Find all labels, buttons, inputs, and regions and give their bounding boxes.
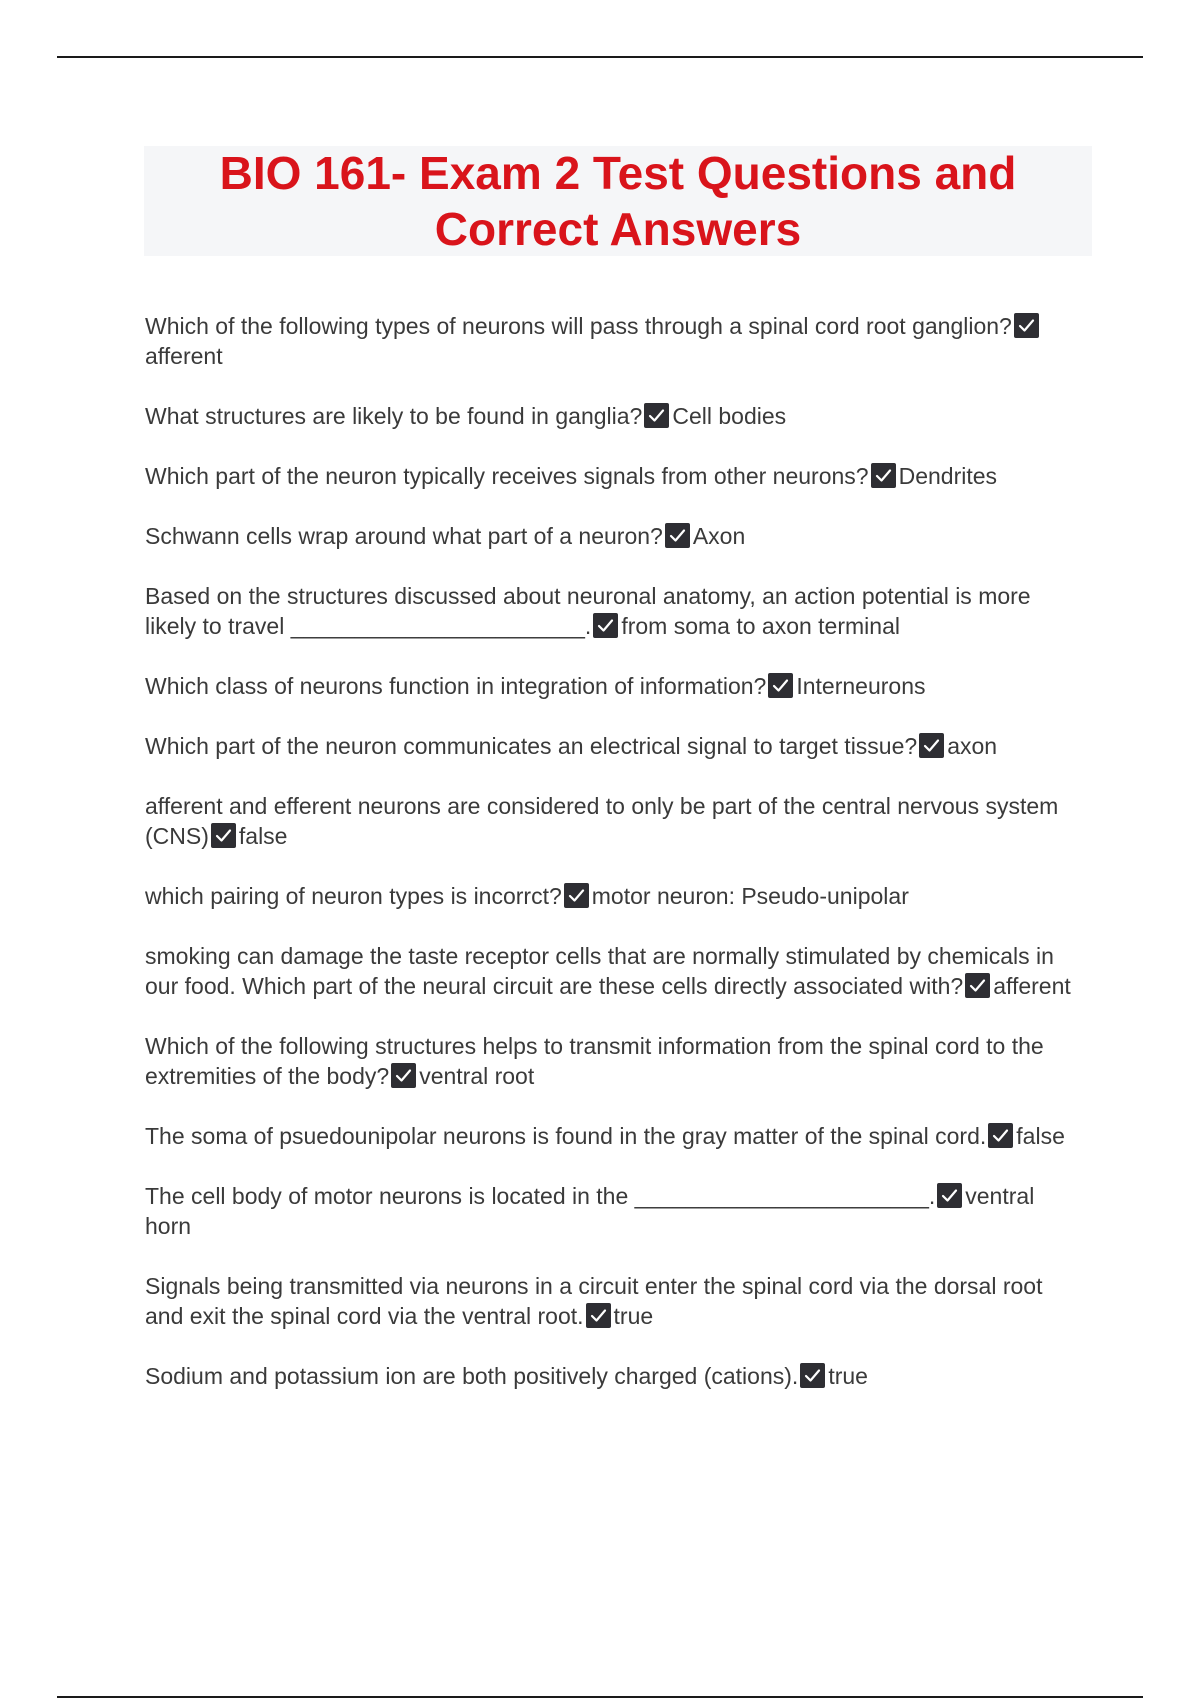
- qa-item: [145, 401, 1080, 431]
- answer-text: from soma to axon terminal: [621, 613, 900, 639]
- checkbox-checked-icon: [965, 973, 990, 998]
- qa-item: [145, 581, 1080, 641]
- checkbox-checked-icon: [871, 463, 896, 488]
- qa-item: [145, 1271, 1080, 1331]
- question-text: The soma of psuedounipolar neurons is found in the gray matter of the spinal cord.: [145, 1123, 987, 1149]
- qa-item: [145, 731, 1080, 761]
- question-text: Signals being transmitted via neurons in a circuit enter the spinal cord via the dorsal root and exit the spinal cord via the ventral root.: [145, 1273, 1043, 1329]
- qa-item: [145, 1181, 1080, 1241]
- question-text: Which of the following structures helps to transmit information from the spinal cord to the extremities of the body?: [145, 1033, 1044, 1089]
- answer-text: false: [238, 823, 288, 849]
- checkbox-checked-icon: [988, 1123, 1013, 1148]
- checkbox-checked-icon: [665, 523, 690, 548]
- qa-item: [145, 311, 1080, 371]
- answer-text: Axon: [692, 523, 746, 549]
- checkbox-checked-icon: [768, 673, 793, 698]
- answer-text: ventral root: [419, 1063, 535, 1089]
- question-text: Sodium and potassium ion are both positively charged (cations).: [145, 1363, 799, 1389]
- question-text: which pairing of neuron types is incorrct?: [145, 883, 562, 909]
- checkbox-checked-icon: [564, 883, 589, 908]
- answer-text: afferent: [145, 343, 223, 369]
- answer-text: Interneurons: [796, 673, 926, 699]
- qa-list: [145, 311, 1080, 1421]
- qa-item: [145, 941, 1080, 1001]
- question-text: Which class of neurons function in integration of information?: [145, 673, 767, 699]
- checkbox-checked-icon: [593, 613, 618, 638]
- answer-text: axon: [947, 733, 998, 759]
- qa-item: [145, 881, 1080, 911]
- qa-item: [145, 461, 1080, 491]
- checkbox-checked-icon: [586, 1303, 611, 1328]
- checkbox-checked-icon: [919, 733, 944, 758]
- qa-item: [145, 671, 1080, 701]
- question-text: Which of the following types of neurons will pass through a spinal cord root ganglion?: [145, 313, 1012, 339]
- answer-text: true: [828, 1363, 868, 1389]
- answer-text: false: [1016, 1123, 1065, 1149]
- top-rule: [57, 56, 1143, 58]
- checkbox-checked-icon: [1014, 313, 1039, 338]
- answer-text: Cell bodies: [672, 403, 787, 429]
- checkbox-checked-icon: [937, 1183, 962, 1208]
- question-text: Which part of the neuron typically receives signals from other neurons?: [145, 463, 869, 489]
- answer-text: motor neuron: Pseudo-unipolar: [591, 883, 909, 909]
- question-text: Based on the structures discussed about neuronal anatomy, an action potential is more likely to travel _______________________.: [145, 583, 1031, 639]
- document-title: BIO 161- Exam 2 Test Questions and Correct Answers: [219, 147, 1017, 255]
- question-text: What structures are likely to be found in ganglia?: [145, 403, 643, 429]
- qa-item: [145, 521, 1080, 551]
- question-text: Which part of the neuron communicates an electrical signal to target tissue?: [145, 733, 918, 759]
- answer-text: afferent: [993, 973, 1071, 999]
- answer-text: Dendrites: [898, 463, 998, 489]
- qa-item: [145, 1031, 1080, 1091]
- title-banner: [144, 146, 1092, 256]
- checkbox-checked-icon: [800, 1363, 825, 1388]
- checkbox-checked-icon: [211, 823, 236, 848]
- qa-item: [145, 791, 1080, 851]
- checkbox-checked-icon: [644, 403, 669, 428]
- qa-item: [145, 1361, 1080, 1391]
- bottom-rule: [57, 1696, 1143, 1698]
- question-text: Schwann cells wrap around what part of a neuron?: [145, 523, 663, 549]
- answer-text: ventral horn: [145, 1183, 1035, 1239]
- question-text: The cell body of motor neurons is located in the _______________________.: [145, 1183, 936, 1209]
- question-text: afferent and efferent neurons are considered to only be part of the central nervous system (CNS): [145, 793, 1059, 849]
- answer-text: true: [613, 1303, 654, 1329]
- qa-item: [145, 1121, 1080, 1151]
- question-text: smoking can damage the taste receptor cells that are normally stimulated by chemicals in our food. Which part of the neural circuit are these cells directly associated with?: [145, 943, 1054, 999]
- checkbox-checked-icon: [391, 1063, 416, 1088]
